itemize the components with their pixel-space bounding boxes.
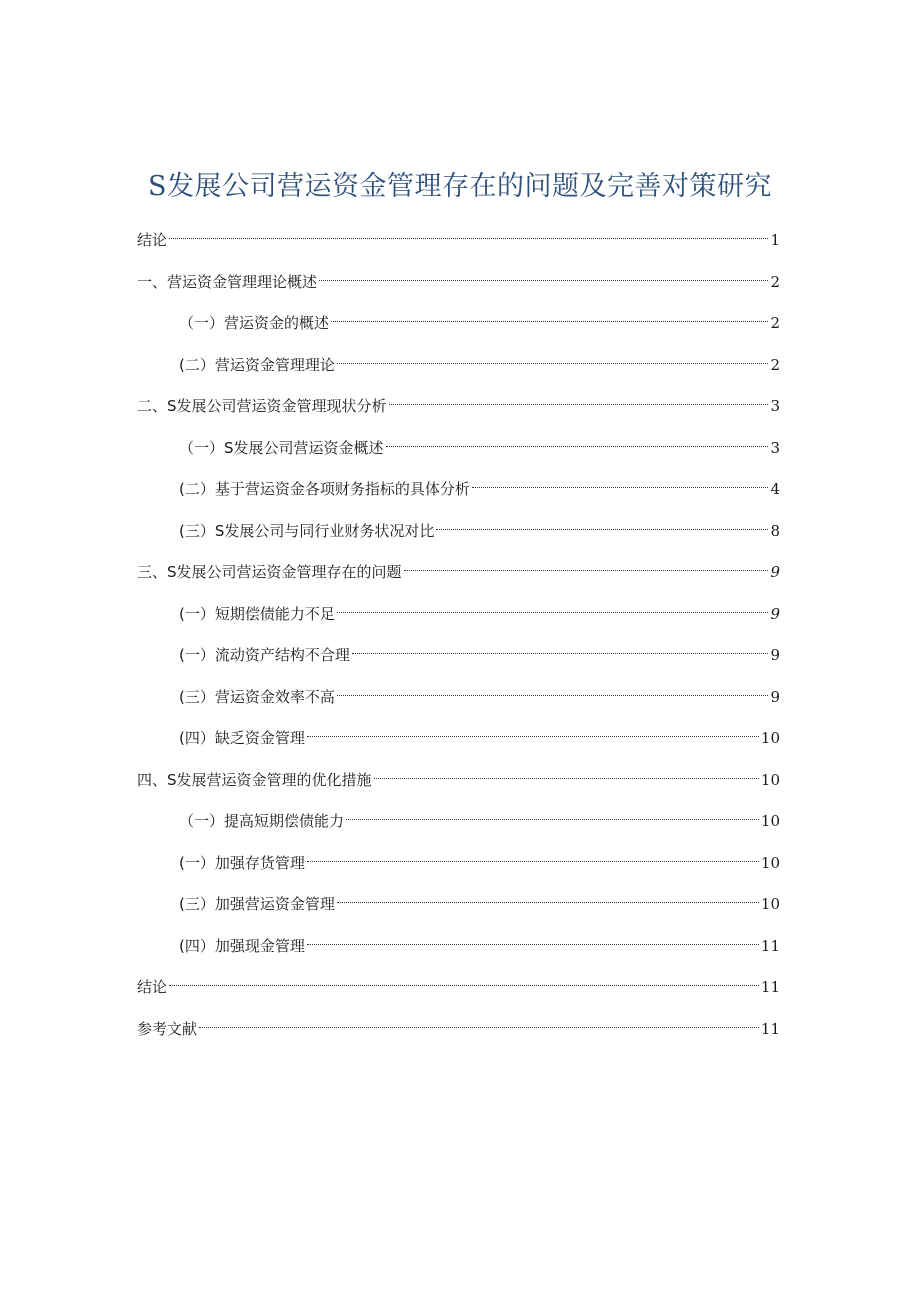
toc-dot-leader: [169, 221, 768, 245]
toc-entry-chapter-4[interactable]: [137, 761, 780, 789]
toc-dot-leader: [472, 470, 769, 494]
toc-entry-page: 11: [760, 937, 780, 955]
toc-entry-4-1[interactable]: [179, 802, 780, 830]
toc-entry-label: （一）提高短期偿债能力: [179, 812, 345, 830]
toc-entry-page: 10: [760, 729, 780, 747]
toc-entry-page: 3: [770, 439, 780, 457]
toc-entry-label: (四）缺乏资金管理: [179, 729, 305, 747]
toc-dot-leader: [389, 387, 769, 411]
toc-entry-page: 9: [770, 688, 780, 706]
toc-entry-label: 结论: [137, 978, 168, 996]
toc-dot-leader: [307, 844, 759, 868]
toc-entry-1-2[interactable]: [179, 346, 780, 374]
toc-entry-conclusion-intro[interactable]: [137, 221, 780, 249]
toc-entry-chapter-3[interactable]: [137, 553, 780, 581]
toc-entry-label: (一）流动资产结构不合理: [179, 646, 350, 664]
toc-entry-label: (二）基于营运资金各项财务指标的具体分析: [179, 480, 470, 498]
toc-entry-label: （一）营运资金的概述: [179, 314, 330, 332]
toc-dot-leader: [337, 678, 769, 702]
toc-dot-leader: [337, 595, 769, 619]
toc-entry-page: 3: [770, 397, 780, 415]
toc-entry-label: (一）短期偿债能力不足: [179, 605, 335, 623]
toc-entry-page: 10: [760, 812, 780, 830]
toc-dot-leader: [307, 927, 759, 951]
toc-entry-4-2[interactable]: [179, 844, 780, 872]
toc-entry-label: (二）营运资金管理理论: [179, 356, 335, 374]
document-title: S发展公司营运资金管理存在的问题及完善对策研究: [148, 171, 772, 202]
toc-dot-leader: [319, 263, 768, 287]
toc-entry-label: 结论: [137, 231, 168, 249]
toc-dot-leader: [436, 512, 768, 536]
toc-dot-leader: [374, 761, 759, 785]
toc-dot-leader: [169, 968, 759, 992]
toc-entry-page: 10: [760, 771, 780, 789]
toc-entry-3-4[interactable]: [179, 719, 780, 747]
toc-entry-4-4[interactable]: [179, 927, 780, 955]
toc-entry-3-2[interactable]: [179, 636, 780, 664]
toc-entry-page: 11: [760, 978, 780, 996]
toc-dot-leader: [337, 346, 769, 370]
toc-entry-label: (四）加强现金管理: [179, 937, 305, 955]
toc-entry-page: 2: [770, 273, 780, 291]
toc-entry-page: 10: [760, 895, 780, 913]
toc-entry-page: 9: [770, 605, 780, 623]
toc-entry-2-3[interactable]: [179, 512, 780, 540]
toc-dot-leader: [307, 719, 759, 743]
toc-entry-label: 二、S发展公司营运资金管理现状分析: [137, 397, 387, 415]
toc-dot-leader: [337, 885, 759, 909]
toc-entry-label: 三、S发展公司营运资金管理存在的问题: [137, 563, 402, 581]
toc-entry-label: (一）加强存货管理: [179, 854, 305, 872]
toc-entry-page: 8: [770, 522, 780, 540]
toc-entry-page: 9: [770, 646, 780, 664]
toc-entry-label: (三）S发展公司与同行业财务状况对比: [179, 522, 435, 540]
toc-entry-references[interactable]: [137, 1010, 780, 1038]
toc-entry-label: (三）营运资金效率不高: [179, 688, 335, 706]
toc-entry-chapter-2[interactable]: [137, 387, 780, 415]
toc-entry-label: 一、营运资金管理理论概述: [137, 273, 318, 291]
toc-entry-3-1[interactable]: [179, 595, 780, 623]
toc-entry-page: 2: [770, 356, 780, 374]
toc-dot-leader: [386, 429, 769, 453]
toc-entry-4-3[interactable]: [179, 885, 780, 913]
toc-entry-page: 9: [770, 563, 780, 581]
toc-entry-label: （一）S发展公司营运资金概述: [179, 439, 384, 457]
toc-dot-leader: [331, 304, 768, 328]
toc-entry-page: 2: [770, 314, 780, 332]
toc-dot-leader: [346, 802, 759, 826]
toc-entry-chapter-1[interactable]: [137, 263, 780, 291]
toc-dot-leader: [199, 1010, 759, 1034]
toc-entry-page: 4: [770, 480, 780, 498]
toc-entry-page: 10: [760, 854, 780, 872]
toc-entry-page: 11: [760, 1020, 780, 1038]
toc-dot-leader: [404, 553, 769, 577]
toc-entry-conclusion[interactable]: [137, 968, 780, 996]
toc-entry-page: 1: [770, 231, 780, 249]
toc-entry-2-1[interactable]: [179, 429, 780, 457]
toc-entry-1-1[interactable]: [179, 304, 780, 332]
toc-dot-leader: [352, 636, 769, 660]
toc-entry-label: 参考文献: [137, 1020, 198, 1038]
toc-entry-label: 四、S发展营运资金管理的优化措施: [137, 771, 372, 789]
toc-entry-label: (三）加强营运资金管理: [179, 895, 335, 913]
toc-entry-3-3[interactable]: [179, 678, 780, 706]
toc-entry-2-2[interactable]: [179, 470, 780, 498]
